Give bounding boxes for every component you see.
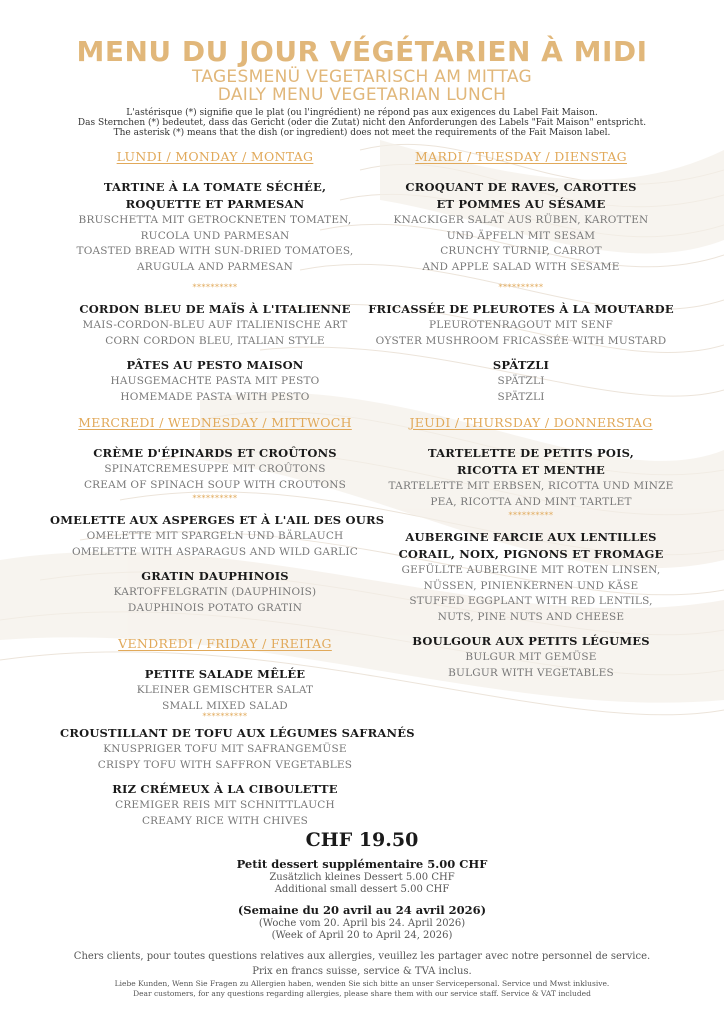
dish-title: PÂTES AU PESTO MAISON xyxy=(126,358,304,372)
dish xyxy=(60,179,370,275)
dish-title: BOULGOUR AUX PETITS LÉGUMES xyxy=(412,634,650,648)
dish-translation: CRISPY TOFU WITH SAFFRON VEGETABLES xyxy=(97,758,353,771)
day-thursday xyxy=(376,415,686,689)
dish-translation: OYSTER MUSHROOM FRICASSÉE WITH MUSTARD xyxy=(375,334,667,347)
dish-translation: CREAM OF SPINACH SOUP WITH CROUTONS xyxy=(83,478,347,491)
dish xyxy=(50,512,385,560)
day-header-wednesday: MERCREDI / WEDNESDAY / MITTWOCH xyxy=(78,415,352,430)
day-header-tuesday: MARDI / TUESDAY / DIENSTAG xyxy=(415,149,627,164)
dish-translation: HOMEMADE PASTA WITH PESTO xyxy=(120,390,310,403)
separator: ********** xyxy=(192,283,238,292)
separator: ********** xyxy=(192,494,238,503)
dish-translation: CORN CORDON BLEU, ITALIAN STYLE xyxy=(105,334,325,347)
dish-translation: TARTELETTE MIT ERBSEN, RICOTTA UND MINZE xyxy=(388,480,674,492)
menu-title: MENU DU JOUR VÉGÉTARIEN À MIDI xyxy=(76,35,648,68)
allergy-de: Liebe Kunden, Wenn Sie Fragen zu Allergien haben, wenden Sie sich bitte an unser Servicepersonal. Service und Mwst inklusive. xyxy=(114,979,610,988)
prices-fr: Prix en francs suisse, service & TVA inclus. xyxy=(252,966,472,977)
dish-title: CORAIL, NOIX, PIGNONS ET FROMAGE xyxy=(398,547,664,561)
dish-title: OMELETTE AUX ASPERGES ET À L'AIL DES OURS xyxy=(50,513,385,527)
menu-price: CHF 19.50 xyxy=(305,829,419,851)
dessert-en: Additional small dessert 5.00 CHF xyxy=(274,884,450,895)
allergy-info xyxy=(0,949,724,999)
dish-translation: PLEUROTENRAGOUT MIT SENF xyxy=(429,319,613,331)
dish-title: GRATIN DAUPHINOIS xyxy=(141,569,289,583)
dish-translation: HAUSGEMACHTE PASTA MIT PESTO xyxy=(110,375,320,387)
dessert-fr: Petit dessert supplémentaire 5.00 CHF xyxy=(236,857,488,871)
dish xyxy=(376,529,686,625)
dish-title: CROUSTILLANT DE TOFU AUX LÉGUMES SAFRANÉS xyxy=(60,726,415,740)
dish-translation: AND APPLE SALAD WITH SESAME xyxy=(422,260,620,273)
dish-translation: KNACKIGER SALAT AUS RÜBEN, KAROTTEN xyxy=(393,214,649,226)
week-en: (Week of April 20 to April 24, 2026) xyxy=(271,930,453,941)
allergy-en: Dear customers, for any questions regarding allergies, please share them with our service staff. Service & VAT included xyxy=(133,989,591,998)
menu-subtitle-en: DAILY MENU VEGETARIAN LUNCH xyxy=(217,85,507,105)
dish-title: FRICASSÉE DE PLEUROTES À LA MOUTARDE xyxy=(368,302,674,316)
dish-translation: CRUNCHY TURNIP, CARROT xyxy=(440,245,602,257)
dish-translation: CREAMY RICE WITH CHIVES xyxy=(141,814,309,827)
dish-translation: TOASTED BREAD WITH SUN-DRIED TOMATOES, xyxy=(76,245,354,257)
dessert-info xyxy=(0,857,724,896)
dish-title: SPÄTZLI xyxy=(492,358,550,372)
dish xyxy=(60,357,370,405)
allergy-fr: Chers clients, pour toutes questions relatives aux allergies, veuillez les partager avec notre personnel de service. xyxy=(73,951,651,962)
note-de: Das Sternchen (*) bedeutet, dass das Gericht (oder die Zutat) nicht den Anforderungen des Labels "Fait Maison" entspricht. xyxy=(77,118,647,128)
dish-translation: DAUPHINOIS POTATO GRATIN xyxy=(127,601,303,614)
fait-maison-notes xyxy=(0,108,724,138)
dish-translation: OMELETTE WITH ASPARAGUS AND WILD GARLIC xyxy=(71,545,359,558)
dish-title: CRÈME D'ÉPINARDS ET CROÛTONS xyxy=(93,446,337,460)
dish-translation: BULGUR WITH VEGETABLES xyxy=(448,666,614,679)
dish-translation: PEA, RICOTTA AND MINT TARTLET xyxy=(430,495,632,508)
dish-translation: SPÄTZLI xyxy=(497,375,545,387)
day-monday xyxy=(60,149,370,413)
dish-translation: CREMIGER REIS MIT SCHNITTLAUCH xyxy=(115,799,335,811)
week-info xyxy=(0,903,724,942)
separator: ********** xyxy=(202,712,248,721)
dish-title: RIZ CRÉMEUX À LA CIBOULETTE xyxy=(112,782,338,796)
dish xyxy=(376,445,686,510)
dish-translation: NUTS, PINE NUTS AND CHEESE xyxy=(437,610,625,623)
dish-title: TARTELETTE DE PETITS POIS, xyxy=(428,446,634,460)
dish-translation: BULGUR MIT GEMÜSE xyxy=(465,651,597,663)
dish-translation: RUCOLA UND PARMESAN xyxy=(140,229,290,242)
dish-title: RICOTTA ET MENTHE xyxy=(456,463,606,477)
dish-translation: ARUGULA AND PARMESAN xyxy=(137,260,293,273)
dish-translation: NÜSSEN, PINIENKERNEN UND KÄSE xyxy=(423,579,639,592)
menu-subtitle-de: TAGESMENÜ VEGETARISCH AM MITTAG xyxy=(191,67,533,87)
note-en: The asterisk (*) means that the dish (or ingredient) does not meet the requirements of the Fait Maison label. xyxy=(113,128,611,138)
dish xyxy=(366,179,676,275)
dish-translation: BRUSCHETTA MIT GETROCKNETEN TOMATEN, xyxy=(78,214,352,226)
day-friday xyxy=(60,636,415,837)
dish-title: ET POMMES AU SÉSAME xyxy=(436,197,606,211)
dish-translation: UND ÄPFELN MIT SESAM xyxy=(446,229,596,242)
dish-title: PETITE SALADE MÊLÉE xyxy=(144,667,306,681)
week-fr: (Semaine du 20 avril au 24 avril 2026) xyxy=(237,903,487,917)
dish xyxy=(50,445,380,493)
dessert-de: Zusätzlich kleines Dessert 5.00 CHF xyxy=(269,872,455,883)
dish xyxy=(366,301,676,349)
dish xyxy=(60,666,390,714)
dish xyxy=(366,357,676,405)
dish-title: ROQUETTE ET PARMESAN xyxy=(125,197,305,211)
dish-translation: KNUSPRIGER TOFU MIT SAFRANGEMÜSE xyxy=(103,743,347,755)
dish xyxy=(376,633,686,681)
dish-translation: SPINATCREMESUPPE MIT CROÛTONS xyxy=(104,463,326,475)
note-fr: L'astérisque (*) signifie que le plat (ou l'ingrédient) ne répond pas aux exigences du Label Fait Maison. xyxy=(126,108,598,118)
day-header-thursday: JEUDI / THURSDAY / DONNERSTAG xyxy=(409,415,653,430)
dish-translation: KARTOFFELGRATIN (DAUPHINOIS) xyxy=(113,586,317,598)
week-de: (Woche vom 20. April bis 24. April 2026) xyxy=(258,918,466,929)
dish-translation: MAIS-CORDON-BLEU AUF ITALIENISCHE ART xyxy=(82,319,348,331)
dish-translation: SPÄTZLI xyxy=(497,390,545,403)
dish-title: AUBERGINE FARCIE AUX LENTILLES xyxy=(405,530,657,544)
dish-translation: GEFÜLLTE AUBERGINE MIT ROTEN LINSEN, xyxy=(401,564,661,576)
dish-translation: KLEINER GEMISCHTER SALAT xyxy=(136,684,314,696)
dish-title: CROQUANT DE RAVES, CAROTTES xyxy=(405,180,637,194)
dish-translation: SMALL MIXED SALAD xyxy=(162,699,288,712)
separator: ********** xyxy=(498,283,544,292)
dish-translation: STUFFED EGGPLANT WITH RED LENTILS, xyxy=(409,595,653,607)
day-header-friday: VENDREDI / FRIDAY / FREITAG xyxy=(118,636,332,651)
day-wednesday xyxy=(50,415,385,624)
dish xyxy=(60,725,415,773)
separator: ********** xyxy=(508,511,554,520)
dish xyxy=(60,781,390,829)
dish xyxy=(60,301,370,349)
dish-translation: OMELETTE MIT SPARGELN UND BÄRLAUCH xyxy=(86,530,344,542)
dish-title: CORDON BLEU DE MAÏS À L'ITALIENNE xyxy=(79,302,351,316)
day-tuesday xyxy=(366,149,676,413)
dish-title: TARTINE À LA TOMATE SÉCHÉE, xyxy=(103,180,327,194)
dish xyxy=(50,568,380,616)
day-header-monday: LUNDI / MONDAY / MONTAG xyxy=(116,149,314,164)
